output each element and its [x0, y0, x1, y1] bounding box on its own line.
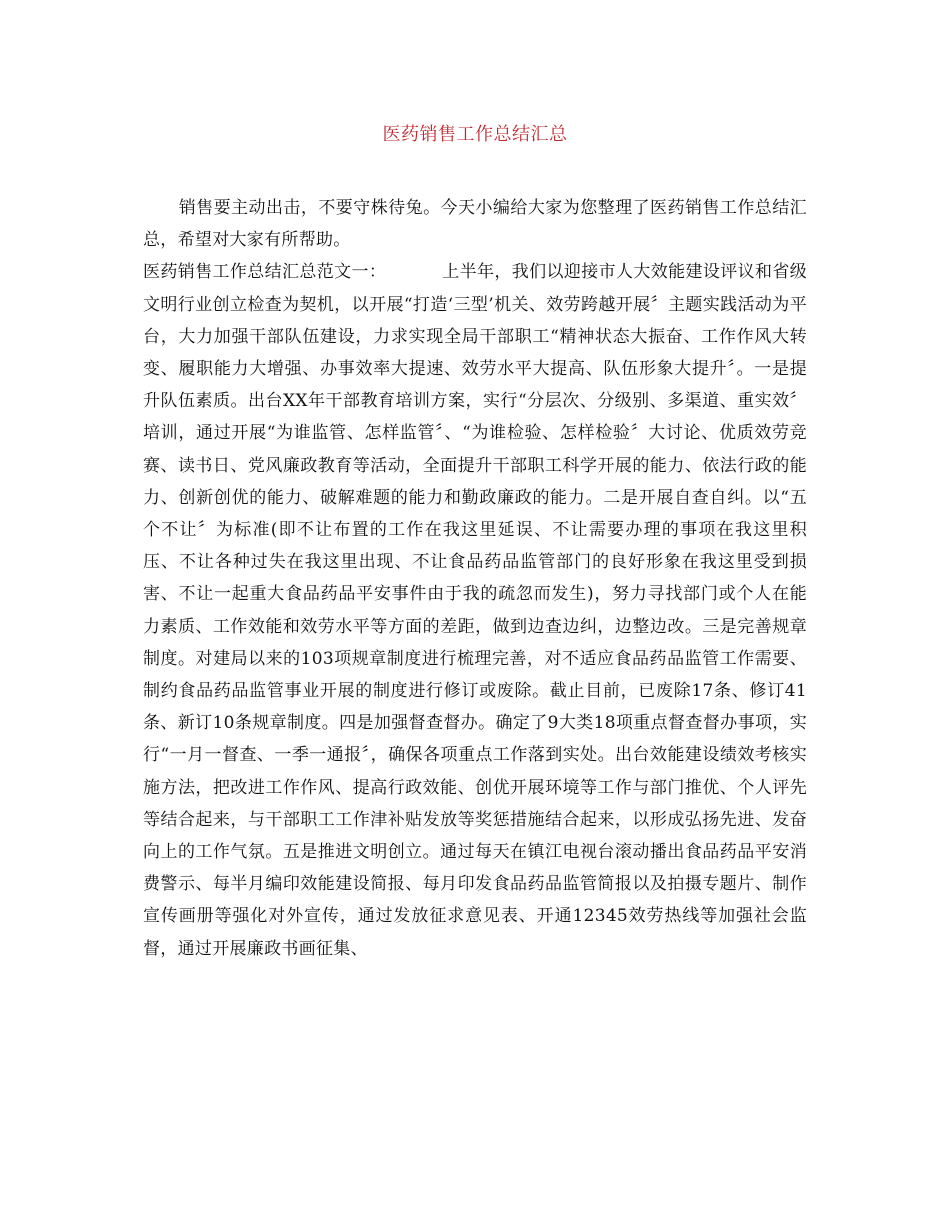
section-body: 上半年，我们以迎接市人大效能建设评议和省级文明行业创立检查为契机，以开展“打造‘三型’机关、效劳跨越开展〞主题实践活动为平台，大力加强干部队伍建设，力求实现全局干部职工“精神状态大振奋、工作作风大转变、履职能力大增强、办事效率大提速、效劳水平大提高、队伍形象大提升〞。一是提升队伍素质。出台XX年干部教育培训方案，实行“分层次、分级别、多渠道、重实效〞培训，通过开展“为谁监管、怎样监管〞、“为谁检验、怎样检验〞大讨论、优质效劳竞赛、读书日、党风廉政教育等活动，全面提升干部职工科学开展的能力、依法行政的能力、创新创优的能力、破解难题的能力和勤政廉政的能力。二是开展自查自纠。以“五个不让〞为标准(即不让布置的工作在我这里延误、不让需要办理的事项在我这里积压、不让各种过失在我这里出现、不让食品药品监管部门的良好形象在我这里受到损害、不让一起重大食品药品平安事件由于我的疏忽而发生)，努力寻找部门或个人在能力素质、工作效能和效劳水平等方面的差距，做到边查边纠，边整边改。三是完善规章制度。对建局以来的103项规章制度进行梳理完善，对不适应食品药品监管工作需要、制约食品药品监管事业开展的制度进行修订或废除。截止目前，已废除17条、修订41条、新订10条规章制度。四是加强督查督办。确定了9大类18项重点督查督办事项，实行“一月一督查、一季一通报〞，确保各项重点工作落到实处。出台效能建设绩效考核实施方法，把改进工作作风、提高行政效能、创优开展环境等工作与部门推优、个人评先等结合起来，与干部职工工作津补贴发放等奖惩措施结合起来，以形成弘扬先进、发奋向上的工作气氛。五是推进文明创立。通过每天在镇江电视台滚动播出食品药品平安消费警示、每半月编印效能建设简报、每月印发食品药品监管简报以及拍摄专题片、制作宣传画册等强化对外宣传，通过发放征求意见表、开通12345效劳热线等加强社会监督，通过开展廉政书画征集、 [143, 262, 807, 959]
section-heading: 医药销售工作总结汇总范文一： [143, 262, 387, 283]
document-title: 医药销售工作总结汇总 [382, 124, 568, 145]
intro-paragraph: 销售要主动出击，不要守株待兔。今天小编给大家为您整理了医药销售工作总结汇总，希望对大家有所帮助。 [143, 198, 807, 251]
document-body [143, 192, 807, 965]
section-paragraph [143, 256, 807, 964]
